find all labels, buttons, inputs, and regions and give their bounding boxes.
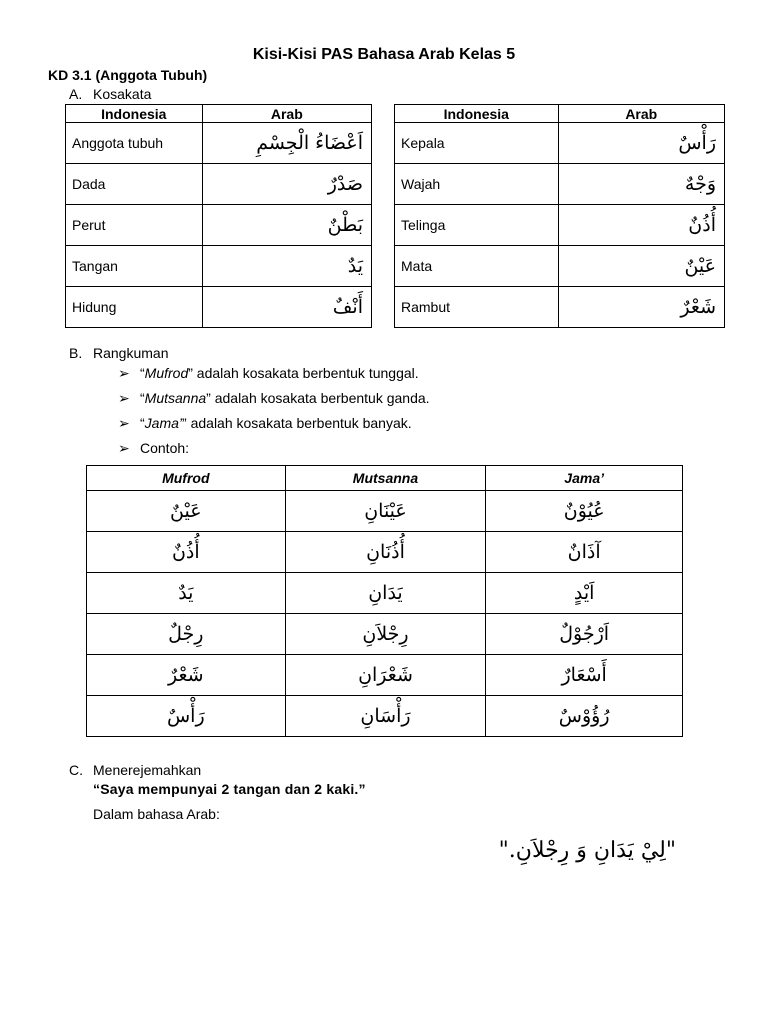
section-a-label: Kosakata: [93, 86, 152, 102]
term-mufrod: Mufrod: [144, 365, 189, 381]
vocab-row: [66, 205, 372, 246]
definition-text: ” adalah kosakata berbentuk ganda.: [206, 390, 430, 406]
example-row: [87, 614, 683, 655]
arrow-bullet-icon: ➢: [118, 415, 130, 431]
vocab-row: [395, 205, 725, 246]
section-a-heading: [69, 86, 151, 102]
jama-word: أَسْعَارٌ: [486, 655, 683, 696]
mufrod-word: أُذُنٌ: [87, 532, 286, 573]
vocab-table-left: [65, 104, 372, 328]
indonesia-word: Wajah: [395, 164, 559, 205]
mufrod-word: يَدٌ: [87, 573, 286, 614]
arabic-word: أَنْفٌ: [202, 287, 371, 328]
vocab-row: [66, 123, 372, 164]
mutsanna-word: شَعْرَانِ: [285, 655, 486, 696]
indonesia-word: Anggota tubuh: [66, 123, 203, 164]
mufrod-word: رِجْلٌ: [87, 614, 286, 655]
arabic-word: وَجْهٌ: [558, 164, 724, 205]
example-row: [87, 491, 683, 532]
mutsanna-word: رَأْسَانِ: [285, 696, 486, 737]
indonesia-word: Hidung: [66, 287, 203, 328]
arabic-word: يَدٌ: [202, 246, 371, 287]
vocab-row: [66, 164, 372, 205]
term-mutsanna: Mutsanna: [144, 390, 207, 406]
example-row: [87, 573, 683, 614]
example-label: Contoh:: [140, 440, 190, 456]
vocab-row: [66, 246, 372, 287]
arabic-word: رَأْسٌ: [558, 123, 724, 164]
vocab-row: [395, 123, 725, 164]
header-mutsanna: Mutsanna: [285, 466, 486, 491]
mufrod-word: عَيْنٌ: [87, 491, 286, 532]
header-jama: Jama’: [486, 466, 683, 491]
mutsanna-word: يَدَانِ: [285, 573, 486, 614]
indonesia-word: Tangan: [66, 246, 203, 287]
summary-item: [118, 414, 430, 439]
vocab-row: [395, 287, 725, 328]
mufrod-word: رَأْسٌ: [87, 696, 286, 737]
indonesia-word: Kepala: [395, 123, 559, 164]
section-c-label: Menerejemahkan: [93, 762, 202, 778]
arabic-word: عَيْنٌ: [558, 246, 724, 287]
arabic-word: أُذُنٌ: [558, 205, 724, 246]
mufrod-word: شَعْرٌ: [87, 655, 286, 696]
example-row: [87, 696, 683, 737]
page-title: Kisi-Kisi PAS Bahasa Arab Kelas 5: [252, 46, 516, 63]
section-c-letter: C.: [69, 762, 83, 778]
arrow-bullet-icon: ➢: [118, 390, 130, 406]
arabic-word: صَدْرٌ: [202, 164, 371, 205]
open-quote: “: [140, 390, 145, 406]
kd-heading: KD 3.1 (Anggota Tubuh): [48, 67, 208, 83]
section-b-letter: B.: [69, 345, 83, 361]
term-jama: Jama’: [144, 415, 183, 431]
vocab-table-right: [394, 104, 725, 328]
arrow-bullet-icon: ➢: [118, 365, 130, 381]
vocab-row: [395, 164, 725, 205]
indonesia-word: Telinga: [395, 205, 559, 246]
header-indonesia: Indonesia: [66, 105, 203, 123]
jama-word: اَرْجُوْلٌ: [486, 614, 683, 655]
jama-word: اَيْدٍ: [486, 573, 683, 614]
definition-text: ” adalah kosakata berbentuk tunggal.: [188, 365, 419, 381]
header-arab: Arab: [558, 105, 724, 123]
mutsanna-word: عَيْنَانِ: [285, 491, 486, 532]
header-indonesia: Indonesia: [395, 105, 559, 123]
section-b-heading: [69, 345, 169, 361]
arrow-bullet-icon: ➢: [118, 440, 130, 456]
example-row: [87, 655, 683, 696]
translation-prompt: “Saya mempunyai 2 tangan dan 2 kaki.”: [93, 781, 366, 797]
summary-item: [118, 389, 430, 414]
mutsanna-word: رِجْلاَنِ: [285, 614, 486, 655]
vocab-row: [395, 246, 725, 287]
arabic-word: بَطْنٌ: [202, 205, 371, 246]
summary-item: [118, 364, 430, 389]
summary-item: [118, 439, 430, 464]
section-a-letter: A.: [69, 86, 83, 102]
arabic-word: اَعْضَاءُ الْجِسْمِ: [202, 123, 371, 164]
definition-text: ” adalah kosakata berbentuk banyak.: [182, 415, 412, 431]
arabic-label: Dalam bahasa Arab:: [93, 806, 220, 822]
section-c-heading: [69, 762, 201, 778]
mutsanna-word: أُذُنَانِ: [285, 532, 486, 573]
indonesia-word: Dada: [66, 164, 203, 205]
indonesia-word: Mata: [395, 246, 559, 287]
example-row: [87, 532, 683, 573]
section-b-label: Rangkuman: [93, 345, 169, 361]
indonesia-word: Perut: [66, 205, 203, 246]
vocab-row: [66, 287, 372, 328]
open-quote: “: [140, 415, 145, 431]
indonesia-word: Rambut: [395, 287, 559, 328]
header-arab: Arab: [202, 105, 371, 123]
jama-word: آذَانٌ: [486, 532, 683, 573]
jama-word: عُيُوْنٌ: [486, 491, 683, 532]
summary-list: [118, 364, 430, 464]
example-table: [86, 465, 683, 737]
jama-word: رُؤُوْسٌ: [486, 696, 683, 737]
arabic-translation: "لِيْ يَدَانِ وَ رِجْلاَنِ.": [498, 838, 676, 863]
open-quote: “: [140, 365, 145, 381]
header-mufrod: Mufrod: [87, 466, 286, 491]
arabic-word: شَعْرٌ: [558, 287, 724, 328]
